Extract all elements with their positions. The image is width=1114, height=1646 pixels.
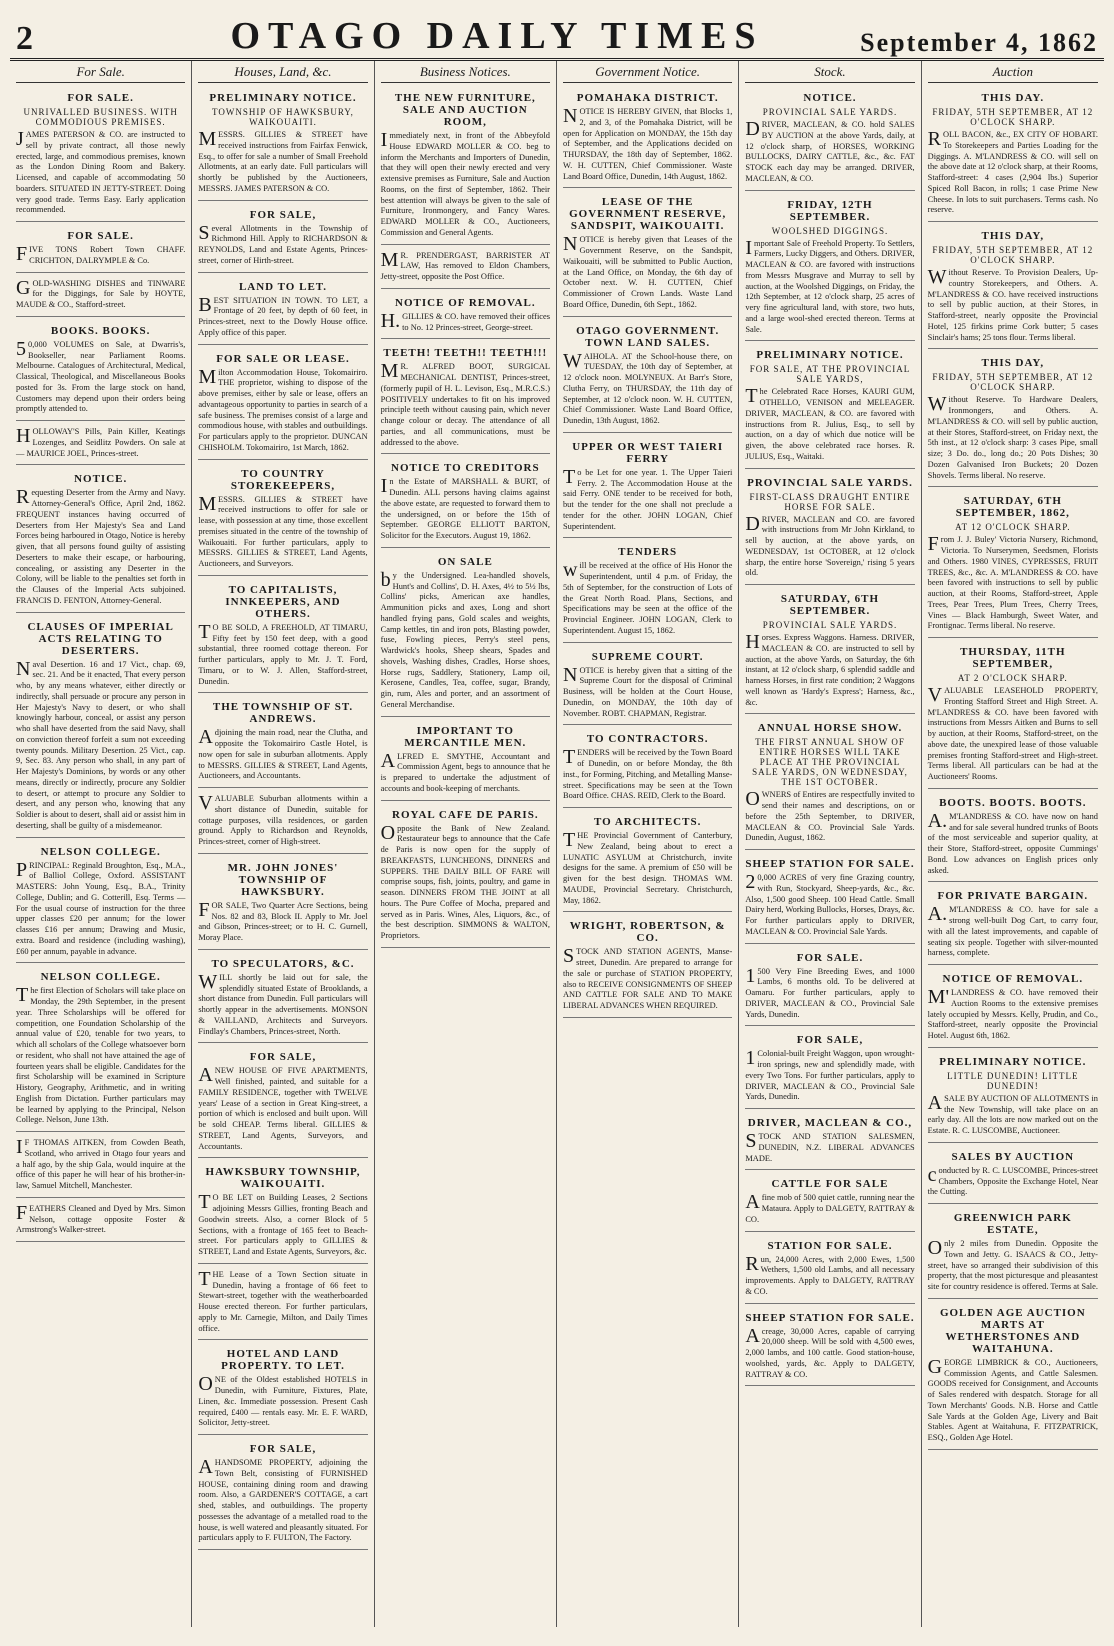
advertisement-heading: POMAHAKA DISTRICT. [576, 92, 719, 104]
advertisement-body: TO BE SOLD, A FREEHOLD, AT TIMARU, Fifty feet by 150 feet deep, with a good substantial, three roomed cottage thereon. For further particulars, apply to Mr. J. T. Ford, Timaru, or to W. J. Allen, Stafford-street, Dunedin. [198, 620, 368, 686]
advertisement-body: TENDERS will be received by the Town Board of Dunedin, on or before Monday, the 8th inst., for Forming, Pitching, and Metalling Manse-street. Specifications may be seen at the Town Board Office. CHAS. REID, Clerk to the Board. [562, 746, 733, 801]
advertisement [16, 966, 185, 1132]
column-3 [375, 61, 557, 1627]
advertisement-body: NOTICE is hereby given that Leases of the Government Reserve, on the Sandspit, Waikouaiti, will be submitted to Public Auction, at the Land Office, on Monday, the 6th day of October next. W. H. CUTTEN, Chief Commissioner of Crown Lands. Waste Land Board Office, Dunedin, 6th Sept., 1862. [562, 233, 733, 309]
advertisement [198, 953, 367, 1044]
advertisement-body: 20,000 ACRES of very fine Grazing country, with Run, Stockyard, Sheep-yards, &c., &c. Also, 1,500 good Sheep. 100 Head Cattle. Small Dairy herd, Working Bullocks, Horses, Drays, &c. For further particulars apply to DRIVER, MACLEAN & CO. Provincial Sale Yards. [745, 871, 915, 936]
advertisement-heading: FOR SALE, [249, 1051, 317, 1064]
section-heading: Auction [928, 61, 1098, 83]
advertisement-heading: THE TOWNSHIP OF ST. ANDREWS. [212, 701, 354, 726]
advertisement-body: ANEW HOUSE OF FIVE APARTMENTS, Well finished, painted, and suitable for a FAMILY RESIDENCE, together with TWELVE years' Lease of a section in Great King-street, a portion of which is enclosed and built upon. Will be sold CHEAP. Terms liberal. GILLIES & STREET, Land Agents, Surveyors, and Accountants. [198, 1064, 368, 1151]
advertisement [198, 87, 367, 201]
advertisement-body: A.M'LANDRESS & CO. have for sale a strong well-built Dog Cart, to carry four, with all the latest improvements, and capable of seating six people. Together with silver-mounted harness, complete. [927, 903, 1098, 958]
advertisement-heading: SUPREME COURT. [591, 650, 704, 663]
advertisement-body: will be received at the office of His Honor the Superintendent, until 4 p.m. of Friday, the 5th of September, for the construction of Lots of the Great North Road. Plans, Sections, and Specifications may be seen at the office of the Provincial Engineer. JOHN LOGAN, Clerk to Superintendent. August 15, 1862. [562, 559, 733, 635]
advertisement-subheading: UNRIVALLED BUSINESS. WITH COMMODIOUS PREMISES. [23, 107, 178, 127]
advertisement [928, 352, 1098, 487]
advertisement-body: 50,000 VOLUMES on Sale, at Dwarris's, Bookseller, near Parliament Rooms. Melbourne. Catalogues of Architectural, Medical, Classical, Theological, and Miscellaneous Books posted for 3s. From the large stock on hand, Customers may depend upon their orders being promptly attended to. [16, 337, 186, 414]
advertisement-heading: OTAGO GOVERNMENT. TOWN LAND SALES. [576, 324, 720, 349]
advertisement-heading: ANNUAL HORSE SHOW. [757, 722, 903, 735]
advertisement-body: GOLD-WASHING DISHES and TINWARE for the Diggings, for Sale by HOYTE, MAUDE & CO., Stafford-street. [16, 276, 186, 309]
advertisement-body: MR. ALFRED BOOT, SURGICAL MECHANICAL DENTIST, Princes-street, (formerly pupil of H. L. Levison, Esq., M.R.C.S.) POSITIVELY undertakes to fit on his improved principle teeth without causing pain, which never change colour or decay. The attendance of all parties, and all communications, must be addressed to the above. [380, 360, 550, 447]
advertisement-subheading: FIRST-CLASS DRAUGHT ENTIRE HORSE FOR SALE. [749, 491, 911, 512]
advertisement-body: FEATHERS Cleaned and Dyed by Mrs. Simon Nelson, cottage opposite Foster & Armstrong's Walker-street. [16, 1201, 186, 1235]
advertisement-body: VALUABLE Suburban allotments within a short distance of Dunedin, suitable for cottage purposes, villa residences, or garden ground. Apply to Richardson and Reynolds, Princes-street, corner of High-street. [198, 792, 368, 846]
advertisement-body: GEORGE LIMBRICK & CO., Auctioneers, Commission Agents, and Cattle Salesmen. GOODS received for Consignment, and Accounts of Sales rendered with despatch. Storage for all Town Merchants' Goods. N.B. Horse and Cattle Sale Yards at the Golden Age, Livery and Bait Stables. Agent at Waitahuna, F. FITZPATRICK, ESQ., Golden Age Hotel. [927, 1355, 1098, 1442]
advertisement [563, 915, 732, 1018]
advertisement-heading: NOTICE. [803, 92, 857, 104]
advertisement-subheading: AT 2 O'CLOCK SHARP. [957, 673, 1068, 683]
advertisement-body: BEST SITUATION IN TOWN. TO LET, a Frontage of 20 feet, by depth of 60 feet, in Princes-street, next to the Dowly House office. Apply office of this paper. [198, 293, 368, 337]
advertisement-heading: FOR SALE OR LEASE. [216, 352, 350, 365]
advertisement-heading: TO SPECULATORS, &C. [211, 957, 355, 970]
advertisement [745, 87, 914, 191]
advertisement-heading: FOR PRIVATE BARGAIN. [937, 890, 1089, 903]
advertisement-heading: GREENWICH PARK ESTATE, [953, 1212, 1072, 1236]
advertisement [745, 588, 914, 714]
advertisement-body: TO BE LET on Building Leases, 2 Sections adjoining Messrs Gillies, fronting Beach and Goodwin streets. Also, a corner Block of 5 Sections, with a frontage of 165 feet to Beach-street. For particulars apply to GILLIES & STREET, Land and Estate Agents, Surveyors, &c. [198, 1191, 368, 1256]
advertisement-heading: GOLDEN AGE AUCTION MARTS AT WETHERSTONES AND WAITAHUNA. [939, 1306, 1086, 1355]
advertisement [745, 1173, 914, 1231]
advertisement [928, 792, 1098, 883]
advertisement-heading: THIS DAY. [981, 92, 1045, 104]
advertisement-subheading: FRIDAY, 5TH SEPTEMBER, AT 12 O'CLOCK SHARP. [932, 245, 1094, 265]
advertisement-heading: TO CONTRACTORS. [586, 733, 709, 746]
advertisement [381, 720, 550, 801]
advertisement-body: Run, 24,000 Acres, with 2,000 Ewes, 1,500 Wethers, 1,500 old Lambs, and all necessary improvements. Apply to DALGETY, RATTRAY & CO. [745, 1252, 915, 1296]
advertisement-heading: DRIVER, MACLEAN & CO., [747, 1117, 913, 1129]
advertisement-subheading: AT 12 O'CLOCK SHARP. [955, 522, 1071, 533]
advertisement [16, 276, 185, 317]
advertisement-heading: TO CAPITALISTS, INNKEEPERS, AND OTHERS. [225, 583, 341, 620]
advertisement [381, 87, 550, 245]
column-2 [192, 61, 374, 1627]
advertisement-heading: NELSON COLLEGE. [40, 971, 161, 984]
advertisement-heading: SATURDAY, 6TH SEPTEMBER. [780, 593, 880, 617]
advertisement [563, 436, 732, 539]
advertisement-body: STOCK AND STATION AGENTS, Manse-street, Dunedin. Are prepared to arrange for the sale or purchase of STATION PROPERTY, also to RECEIVE CONSIGNMENTS OF SHEEP AND CATTLE FOR SALE AND TO MAKE LIBERAL ADVANCES WHEN REQUIRED. [562, 945, 733, 1010]
advertisement-body: WAIHOLA. AT the School-house there, on TUESDAY, the 10th day of September, at 12 o'clock noon. MOLYNEUX. At Barr's Store, Clutha Ferry, on THURSDAY, the 11th day of September, at 12 o'clock noon. W. H. CUTTEN, Chief Commissioner. Waste Land Board Office, Dunedin, 13th August, 1862. [562, 349, 733, 425]
advertisement [745, 717, 914, 850]
advertisement [381, 457, 550, 548]
advertisement-heading: MR. JOHN JONES' TOWNSHIP OF HAWKSBURY. [227, 861, 339, 898]
advertisement [198, 1438, 367, 1550]
advertisement [198, 204, 367, 273]
advertisement-body: Opposite the Bank of New Zealand. Restaurateur begs to announce that the Cafe de Paris is now open for the supply of BREAKFASTS, LUNCHEONS, DINNERS and SUPPERS. THE DAILY BILL OF FARE will comprise soups, fish, joints, poultry, and game in season. DINNERS FROM THE JOINT at all hours. The Pure Coffee of Mocha, prepared and served as in Paris. Wines, Ales, Liquors, &c., of the best description. SIMMONS & WALTON, Proprietors. [380, 821, 550, 940]
advertisement-body: M'LANDRESS & CO. have removed their Auction Rooms to the extensive premises lately occupied by Messrs. Kelly, Prudin, and Co., Stafford-street, nearly opposite the Provincial Hotel. August 6th, 1862. [927, 986, 1098, 1040]
advertisement-heading: WRIGHT, ROBERTSON, & CO. [569, 920, 726, 945]
advertisement [198, 579, 367, 694]
advertisement-body: Adjoining the main road, near the Clutha, and opposite the Tokomairiro Castle Hotel, is now open for sale in suburban allotments. Apply to MESSRS. GILLIES & STREET, Land Agents, Auctioneers, and Accountants. [198, 726, 368, 781]
advertisement-heading: FOR SALE. [67, 230, 134, 242]
advertisement-body: H.GILLIES & CO. have removed their offices to No. 12 Princes-street, George-street. [380, 309, 550, 332]
advertisement-subheading: TOWNSHIP OF HAWKSBURY, WAIKOUAITI. [212, 107, 354, 127]
advertisement [381, 248, 550, 289]
advertisement-heading: FRIDAY, 12TH SEPTEMBER. [787, 198, 873, 223]
advertisement-body: JAMES PATERSON & CO. are instructed to sell by private contract, all those newly erected, large, and commodious premises, known as the London Dining Room and Bakery. Licensed, and capable of accommodating 50 boarders. SITUATED IN JETTY-STREET. Doing very good trade. Terms Easy. Early application recommended. [16, 128, 186, 215]
advertisement-heading: NOTICE OF REMOVAL. [395, 296, 536, 309]
advertisement [745, 1029, 914, 1109]
section-heading: Government Notice. [563, 61, 732, 83]
advertisement-subheading: PROVINCIAL SALE YARDS. [762, 107, 898, 117]
advertisement [928, 968, 1098, 1048]
advertisement [16, 1201, 185, 1242]
advertisement-heading: SALES BY AUCTION [951, 1150, 1075, 1163]
advertisement-body: 1500 Very Fine Breeding Ewes, and 1000 Lambs, 6 months old. To be delivered at Oamaru. For further particulars, apply to DRIVER, MACLEAN & CO., Provincial Sale Yards, Dunedin. [745, 964, 915, 1019]
advertisement-heading: THE NEW FURNITURE, SALE AND AUCTION ROOM, [394, 92, 536, 128]
advertisement-heading: ROYAL CAFE DE PARIS. [392, 808, 539, 821]
advertisement-heading: PRELIMINARY NOTICE. [939, 1055, 1087, 1068]
advertisement [198, 1161, 367, 1264]
advertisement [381, 804, 550, 948]
advertisement-body: Several Allotments in the Township of Richmond Hill. Apply to RICHARDSON & REYNOLDS, Land and Estate Agents, Princes-street, corner of Hirth-street. [198, 221, 368, 265]
advertisement-heading: PROVINCIAL SALE YARDS. [747, 476, 913, 489]
advertisement [928, 641, 1098, 789]
advertisement-body: STOCK AND STATION SALESMEN, DUNEDIN, N.Z. LIBERAL ADVANCES MADE. [745, 1130, 915, 1163]
column-5 [739, 61, 921, 1627]
advertisement-heading: NELSON COLLEGE. [40, 845, 161, 858]
advertisement [563, 320, 732, 433]
advertisement [745, 947, 914, 1027]
advertisement-subheading: PROVINCIAL SALE YARDS. [762, 620, 898, 630]
advertisement-body: ONE of the Oldest established HOTELS in Dunedin, with Furniture, Fixtures, Plate, Linen, &c. Immediate possession. Present Cash required, £400 — rentals easy. Mr. E. F. WARD, Solicitor, Jetty-street. [198, 1373, 368, 1428]
advertisement [198, 696, 367, 788]
advertisement [745, 853, 914, 944]
advertisement [928, 490, 1098, 638]
advertisement-body: conducted by R. C. LUSCOMBE, Princes-street Chambers, Opposite the Exchange Hotel, Near the Cutting. [927, 1163, 1098, 1197]
advertisement-body: Acreage, 30,000 Acres, capable of carrying 20,000 sheep. Will be sold with 4,500 ewes, 2,000 lambs, and 100 cattle. Good station-house, woolshed, yards, &c. Apply to DALGETY, RATTRAY & CO. [745, 1324, 915, 1379]
advertisement-heading: LEASE OF THE GOVERNMENT RESERVE, SANDSPIT, WAIKOUAITI. [569, 196, 727, 233]
advertisement-body: Requesting Deserter from the Army and Navy. Attorney-General's Office, April 2nd, 1862. FREQUENT instances having occurred of Deserters from Her Majesty's Sea and Land Forces being harboured in Otago, Notice is hereby given, that all persons found guilty of assisting Deserters to make their escape, or harbouring, concealing, or assisting any Deserter in the Colony, will be liable to the penalties set forth in the Clauses of the Imperial Acts subjoined. FRANCIS D. FENTON, Attorney-General. [16, 486, 186, 605]
advertisement-body: From J. J. Buley' Victoria Nursery, Richmond, Victoria. To Nurserymen, Seedsmen, Florists and Others. 1980 VINES, CYPRESSES, FRUIT TREES, &c., &c. A. M'LANDRESS & CO. have been favored with instructions to sell by public auction, at their Rooms, Stafford-street, Apple Trees, Pear Trees, Plum Trees, Cherry Trees, Vines — Black Hamburgh, Sweet Water, and Frontignac. Terms liberal. No reserve. [927, 533, 1098, 631]
advertisement-body: Afine mob of 500 quiet cattle, running near the Mataura. Apply to DALGETY, RATTRAY & CO. [745, 1191, 915, 1224]
advertisement-heading: FOR SALE, [249, 1443, 317, 1455]
advertisement-heading: SATURDAY, 6TH SEPTEMBER, 1862, [955, 495, 1070, 520]
advertisement-body: Horses. Express Waggons. Harness. DRIVER, MACLEAN & CO. are instructed to sell by auction, at the above Yards, on Saturday, the 6th instant, at 12 o'clock sharp, 6 splendid saddle and harness Horses, in first rate condition; 2 Waggons well known as 'Hardy's Express'; Harness, &c., &c. [745, 631, 915, 707]
advertisement [16, 616, 185, 838]
advertisement-heading: TO ARCHITECTS. [593, 816, 702, 828]
issue-date: September 4, 1862 [860, 28, 1098, 57]
advertisement-body: THE Provincial Government of Canterbury, New Zealand, being about to erect a LUNATIC ASYLUM at Christchurch, invite designs for the same. A premium of £50 will be given for the best design. THOMAS WM. MAUDE, Provincial Secretary. Christchurch, May, 1862. [562, 829, 733, 905]
advertisement-body: ASALE BY AUCTION OF ALLOTMENTS in the New Township, will take place on an early day. All the lots are now marked out on the Estate. R. C. LUSCOMBE, Auctioneer. [927, 1091, 1098, 1135]
advertisement-body: Only 2 miles from Dunedin. Opposite the Town and Jetty. G. ISAACS & CO., Jetty-street, have so arranged their subdivision of this property, that the most picturesque and pleasantest site for country residence is offered. Terms at Sale. [927, 1237, 1098, 1291]
advertisement-heading: BOOKS. BOOKS. [50, 324, 151, 337]
advertisement-body: To be Let for one year. 1. The Upper Taieri Ferry. 2. The Accommodation House at the said Ferry. ONE tender to be received for both, but the tender for the one shall not preclude a tender for the other. JOHN LOGAN, Chief Superintendent. [562, 465, 733, 531]
advertisement-heading: UPPER OR WEST TAIERI FERRY [572, 440, 724, 465]
advertisement [16, 87, 185, 222]
advertisement-body: AHANDSOME PROPERTY, adjoining the Town Belt, consisting of FURNISHED HOUSE, containing dining room and drawing room. Also, a GARDENER'S COTTAGE, a cart shed, stables, and outbuildings. The property possesses the advantage of a metalled road to the house, is well watered and pleasantly situated. For particulars apply to F. FULTON, The Factory. [198, 1456, 368, 1543]
advertisement-heading: NOTICE. [74, 473, 128, 486]
advertisement-body: 1Colonial-built Freight Waggon, upon wrought-iron springs, new and splendidly made, with every Two Tons. For further particulars, apply to DRIVER, MACLEAN & CO., Provincial Sale Yards, Dunedin. [745, 1047, 915, 1102]
advertisement [928, 885, 1098, 965]
advertisement-subheading: FOR SALE, AT THE PROVINCIAL SALE YARDS, [749, 364, 911, 385]
advertisement [198, 276, 367, 345]
advertisement-body: IF THOMAS AITKEN, from Cowden Beath, Scotland, who arrived in Otago four years and a half ago, by the ship Gala, would inquire at the office of this paper he will hear of his brother-in-law, Samuel Mitchell, Manchester. [16, 1136, 186, 1190]
advertisement [745, 344, 914, 468]
advertisement-heading: FOR SALE. [796, 951, 864, 964]
advertisement [563, 811, 732, 912]
section-heading: For Sale. [16, 61, 185, 83]
advertisement [563, 87, 732, 188]
advertisement-subheading: THE FIRST ANNUAL SHOW OF ENTIRE HORSES WILL TAKE PLACE AT THE PROVINCIAL SALE YARDS, ON WEDNESDAY, THE 1ST OCTOBER. [752, 737, 908, 788]
advertisement [745, 194, 914, 342]
advertisement-heading: FOR SALE, [796, 1034, 864, 1047]
advertisement-heading: PRELIMINARY NOTICE. [756, 349, 904, 362]
advertisement-body: Important Sale of Freehold Property. To Settlers, Farmers, Lucky Diggers, and Others. DRIVER, MACLEAN & CO. are favored with instructions from Messrs Musgrave and Murray to sell by auction, at the Woolshed Diggings, on Friday, the 12th September, at 12 o'clock sharp, 25 acres of very fine agricultural land, with store, two huts, and a large wool-shed erected thereon. Terms at Sale. [745, 236, 915, 334]
advertisement [16, 1135, 185, 1198]
advertisement [928, 225, 1098, 349]
advertisement-body: ALFRED E. SMYTHE, Accountant and Commission Agent, begs to announce that he is prepared to undertake the adjustment of accounts and book-keeping of merchants. [380, 749, 550, 793]
masthead [10, 6, 1104, 61]
advertisement [928, 1207, 1098, 1299]
advertisement-heading: THIS DAY, [981, 230, 1045, 242]
advertisement [198, 1267, 367, 1341]
advertisement-heading: STATION FOR SALE. [767, 1239, 893, 1252]
advertisement [198, 348, 367, 460]
advertisement-body: Without Reserve. To Provision Dealers, Up-country Storekeepers, and Others. A. M'LANDRESS & CO. have received instructions to sell by public auction, at their Stores, in Stafford-street, nearly opposite the Provincial Hotel, 125 firkins prime Cork butter; 5 cases Sinclair's hams; 25 tons flour. Terms liberal. [927, 266, 1098, 342]
advertisement-body: OWNERS of Entires are respectfully invited to send their names and descriptions, on or before the 25th September, to DRIVER, MACLEAN & CO. Provincial Sale Yards. Dunedin, August, 1862. [745, 788, 915, 843]
advertisement-body: WILL shortly be laid out for sale, the splendidly situated Estate of Brooklands, a short distance from Dunedin. Full particulars will shortly appear in the advertisements. MONSON & VAILLAND, Architects and Surveyors. Findlay's Chambers, Princes-street, North. [198, 970, 368, 1036]
advertisement [16, 424, 185, 465]
advertisement-heading: BOOTS. BOOTS. BOOTS. [939, 796, 1087, 809]
advertisement [928, 1051, 1098, 1143]
advertisement-heading: TENDERS [618, 546, 678, 559]
column-6 [922, 61, 1104, 1627]
advertisement-body: NOTICE is hereby given that a sitting of the Supreme Court for the disposal of Criminal Business, will be holden at the Court House, Dunedin, on MONDAY, the 10th day of November. ROBT. CHAPMAN, Registrar. [562, 663, 733, 718]
advertisement [16, 468, 185, 612]
advertisement-heading: HOTEL AND LAND PROPERTY. TO LET. [221, 1348, 345, 1373]
advertisement [16, 320, 185, 421]
advertisement-body: THE Lease of a Town Section situate in Dunedin, having a frontage of 66 feet to Stewart-street, together with the weatherboarded House erected thereon. For further particulars, apply to Mr. Carnegie, Milton, and Daily Times office. [198, 1267, 368, 1333]
advertisement-heading: FOR SALE. [67, 92, 134, 104]
advertisement-body: FIVE TONS Robert Town CHAFF. CRICHTON, DALRYMPLE & Co. [16, 243, 186, 265]
advertisement [198, 463, 367, 576]
advertisement-body: MESSRS. GILLIES & STREET have received instructions to offer for sale or lease, with possession at any time, those excellent premises situated in the centre of the township of Waikouaiti. For further particulars, apply to MESSRS. GILLIES & STREET, Land Agents, Auctioneers, and Surveyors. [198, 492, 368, 568]
advertisement [563, 191, 732, 316]
advertisement [928, 1146, 1098, 1204]
advertisement [381, 292, 550, 340]
advertisement-body: HOLLOWAY'S Pills, Pain Killer, Keatings Lozenges, and Seidlitz Powders. On sale at — MAURICE JOEL, Princes-street. [16, 425, 186, 458]
advertisement [745, 1235, 914, 1304]
advertisement-body: DRIVER, MACLEAN, & CO. hold SALES BY AUCTION at the above Yards, daily, at 12 o'clock sharp, of HORSES, WORKING BULLOCKS, DAIRY CATTLE, &c., &c. FAT STOCK each day may be arranged. DRIVER, MACLEAN, & CO. [745, 118, 915, 183]
advertisement-subheading: FRIDAY, 5TH SEPTEMBER, AT 12 O'CLOCK SHARP. [932, 372, 1094, 393]
advertisement-heading: HAWKSBURY TOWNSHIP, WAIKOUAITI. [205, 1166, 361, 1191]
advertisement-body: Milton Accommodation House, Tokomairiro. THE proprietor, wishing to dispose of the above premises, either by sale or lease, offers an advantageous opportunity to parties in search of a safe business. The premises consist of a large and commodious house, with stables and outbuildings. For particulars apply to the proprietor. DUNCAN CHISHOLM. Tokomairiro, 1st March, 1862. [198, 365, 368, 452]
advertisement-heading: NOTICE OF REMOVAL. [942, 973, 1084, 985]
advertisement-heading: ON SALE [437, 555, 493, 568]
section-heading: Houses, Land, &c. [198, 61, 367, 83]
advertisement-heading: NOTICE TO CREDITORS [391, 462, 540, 475]
advertisement [563, 646, 732, 726]
newspaper-page [10, 6, 1104, 1634]
advertisement [745, 1307, 914, 1387]
advertisement-body: The first Election of Scholars will take place on Monday, the 29th September, in the present year. Three Scholarships will be offered for competition, one Foundation Scholarship of the annual value of £20, tenable for two years, to which all scholars of the College whatsoever born or resident, who shall not have attained the age of fourteen years shall be eligible. Candidates for the first Scholarship will be examined in Scripture History, Geography, Arithmetic, and in writing English from Dictation. Further particulars may be learned by applying to the Principal, Nelson College. Nelson, June 13th. [16, 984, 186, 1125]
advertisement [198, 1343, 367, 1435]
advertisement [16, 841, 185, 964]
column-1 [10, 61, 192, 1627]
advertisement-body: DRIVER, MACLEAN and CO. are favored with instructions from Mr John Kirkland, to sell by auction, at the above yards, on WEDNESDAY, 1st OCTOBER, at 12 o'clock sharp, the entire horse 'Sovereign,' rising 5 years old. [745, 512, 915, 578]
advertisement-subheading: FRIDAY, 5TH SEPTEMBER, AT 12 O'CLOCK SHARP. [932, 107, 1094, 127]
advertisement-heading: THURSDAY, 11TH SEPTEMBER, [960, 646, 1066, 670]
advertisement [563, 728, 732, 808]
advertisement-body: In the Estate of MARSHALL & BURT, of Dunedin. ALL persons having claims against the above estate, are requested to forward them to the undersigned, on or before the 15th of September. GEORGE ELLIOTT BARTON, Solicitor for the Executors. August 19, 1862. [380, 475, 550, 540]
advertisement-body: A.M'LANDRESS & CO. have now on hand and for sale several hundred trunks of Boots of the most serviceable and superior quality, at their Store, Stafford-street, opposite Cummings' Bond. Low advances on English prices only asked. [927, 809, 1098, 875]
advertisement-body: MESSRS. GILLIES & STREET have received instructions from Fairfax Fenwick, Esq., to offer for sale a number of Small Freehold Allotments, at an early date. Full particulars will shortly be published by the Auctioneers, MESSRS. JAMES PATERSON & CO. [198, 128, 368, 193]
advertisement-body: VALUABLE LEASEHOLD PROPERTY, Fronting Stafford Street and High Street. A. M'LANDRESS & CO. have been favored with instructions from Messrs Aitken and Burns to sell by auction, at their Rooms, Stafford-street, on the above date, the unexpired lease of those valuable premises fronting Stafford-street and High-street. Terms liberal. All particulars can be had at the Auctioneers' Rooms. [927, 684, 1098, 781]
advertisement-subheading: LITTLE DUNEDIN! LITTLE DUNEDIN! [947, 1070, 1079, 1091]
advertisement-body: The Celebrated Race Horses, KAURI GUM, OTHELLO, VENISON and MELEAGER. DRIVER, MACLEAN, & CO. are favored with instructions from R. Julius, Esq., to sell by auction, on a day of which due notice will be given, the above celebrated race horses. R. JULIUS, Esq., Waitaki. [745, 385, 915, 461]
advertisement [745, 1112, 914, 1170]
advertisement-heading: PRELIMINARY NOTICE. [209, 92, 357, 104]
advertisement-heading: FOR SALE, [249, 208, 317, 221]
advertisement-heading: CATTLE FOR SALE [771, 1178, 889, 1191]
advertisement-heading: TO COUNTRY STOREKEEPERS, [230, 467, 336, 492]
advertisement-subheading: WOOLSHED DIGGINGS. [771, 225, 889, 236]
advertisement-body: PRINCIPAL: Reginald Broughton, Esq., M.A., of Balliol College, Oxford. ASSISTANT MASTERS: John Young, Esq., B.A., Trinity College, Dublin; and G. Cotterill, Esq. Terms — For the usual course of instruction for the three upper classes £20 per annum; for the lower classes £16 per annum; Drawing and Music, extra. Board and residence (including washing), £60 per annum, payable in advance. [16, 858, 186, 956]
advertisement [563, 541, 732, 642]
section-heading: Business Notices. [381, 61, 550, 83]
advertisement [381, 342, 550, 454]
advertisement-body: ROLL BACON, &c., EX CITY OF HOBART. To Storekeepers and Parties Loading for the Diggings. A. M'LANDRESS & CO. will sell on the above date at 12 o'clock sharp, at their Rooms, Stafford-street: 4 cases (2,904 lbs.) Superior Spiced Roll Bacon, in rolls; 1 case Prime New Cheese. In lots to suit purchasers. Terms cash. No reserve. [927, 128, 1098, 215]
advertisement-body: NOTICE IS HEREBY GIVEN, that Blocks 1, 2, and 3, of the Pomahaka District, will be open for Application on MONDAY, the 15th day of September, and the Applications decided on THURSDAY, the 18th day of September, 1862. W. H. CUTTEN, Chief Commissioner. Waste Land Board Office, Dunedin, 14th August, 1862. [562, 105, 733, 181]
advertisement-body: Naval Desertion. 16 and 17 Vict., chap. 69, sec. 21. And be it enacted, That every person who, by any means whatever, either directly or indirectly, shall persuade or procure any person in Her Majesty's Navy to desert, or who shall knowingly harbour, conceal, or assist any person who shall have deserted from the said Navy, shall on conviction thereof forfeit a sum not exceeding twenty pounds. Military Desertion. 25 Vict., cap. 9, Sec. 83. Any person who shall, in any part of Her Majesty's Dominions, by words or any other means, directly or indirectly, procure any Soldier to desert, or attempt to procure any Soldier to desert, and any person who, knowing that any Soldier is about to desert, shall aid or assist him in deserting, shall be guilty of a misdemeanor. [16, 657, 186, 830]
advertisement-heading: CLAUSES OF IMPERIAL ACTS RELATING TO DESERTERS. [27, 620, 174, 657]
advertisement-heading: SHEEP STATION FOR SALE. [745, 858, 915, 870]
advertisement-heading: IMPORTANT TO MERCANTILE MEN. [404, 724, 527, 749]
advertisement-body: by the Undersigned. Lea-handled shovels, Hunt's and Collins', D. H. Axes, 4½ to 5½ lbs, Collins' picks, American axe handles, Ammunition picks and axes, Long and short handled frying pans, Gold scales and weights, Camp kettles, tin and iron pots, Blasting powder, fuse, Fowling pieces, Perry's steel pens, Wardwick's hooks, Sheep shears, Spades and shovels, Washing dishes, Cradles, Horse shoes, Horse rugs, Saddlery, Stationery, Lamp oil, Kerosene, Candles, Tea, coffee, sugar, Brandy, gin, rum, Ales and porter, and an assortment of General Merchandise. [380, 568, 550, 709]
advertisement [928, 1302, 1098, 1450]
advertisement [16, 225, 185, 273]
column-4 [557, 61, 739, 1627]
page-number: 2 [16, 20, 33, 57]
section-heading: Stock. [745, 61, 914, 83]
advertisement-heading: LAND TO LET. [238, 280, 328, 293]
advertisement-body: Without Reserve. To Hardware Dealers, Ironmongers, and Others. A. M'LANDRESS & CO. will sell by public auction, at their Stores, Stafford-street, on Friday next, the 5th inst., at 12 o'clock sharp: 3 cases Pipe, small size; 3 Do. do., long do.; 20 Pots Dishes; 30 Dozen Galvanised Iron Buckets; 20 Dozen Shovels. Terms liberal. No reserve. [927, 393, 1098, 480]
advertisement [198, 857, 367, 950]
newspaper-title: OTAGO DAILY TIMES [230, 15, 764, 57]
advertisement [198, 791, 367, 854]
advertisement-body: MR. PRENDERGAST, BARRISTER AT LAW, Has removed to Eldon Chambers, Jetty-street, opposite the Post Office. [380, 248, 550, 281]
advertisement-body: Immediately next, in front of the Abbeyfold House EDWARD MOLLER & CO. beg to inform the Merchants and Importers of Dunedin, that they will open their newly erected and very extensive premises as Furniture, Sale and Auction Rooms, on the first of September, 1862. Their best attention will always be given to the sale of Furniture, Ironmongery, and Fancy Wares. EDWARD MOLLER & CO., Auctioneers, Commission and General Agents. [380, 129, 550, 237]
advertisement-body: FOR SALE, Two Quarter Acre Sections, being Nos. 82 and 83, Block II. Apply to Mr. Joel and Gibson, Princes-street; or to H. C. Gurnell, Moray Place. [198, 898, 368, 942]
advertisement [928, 87, 1098, 222]
advertisement-heading: SHEEP STATION FOR SALE. [745, 1311, 915, 1324]
advertisement [745, 472, 914, 586]
advertisement-heading: THIS DAY, [981, 357, 1045, 370]
columns-container [10, 61, 1104, 1627]
advertisement [381, 551, 550, 717]
advertisement-heading: TEETH! TEETH!! TEETH!!! [383, 347, 548, 360]
advertisement [198, 1046, 367, 1158]
